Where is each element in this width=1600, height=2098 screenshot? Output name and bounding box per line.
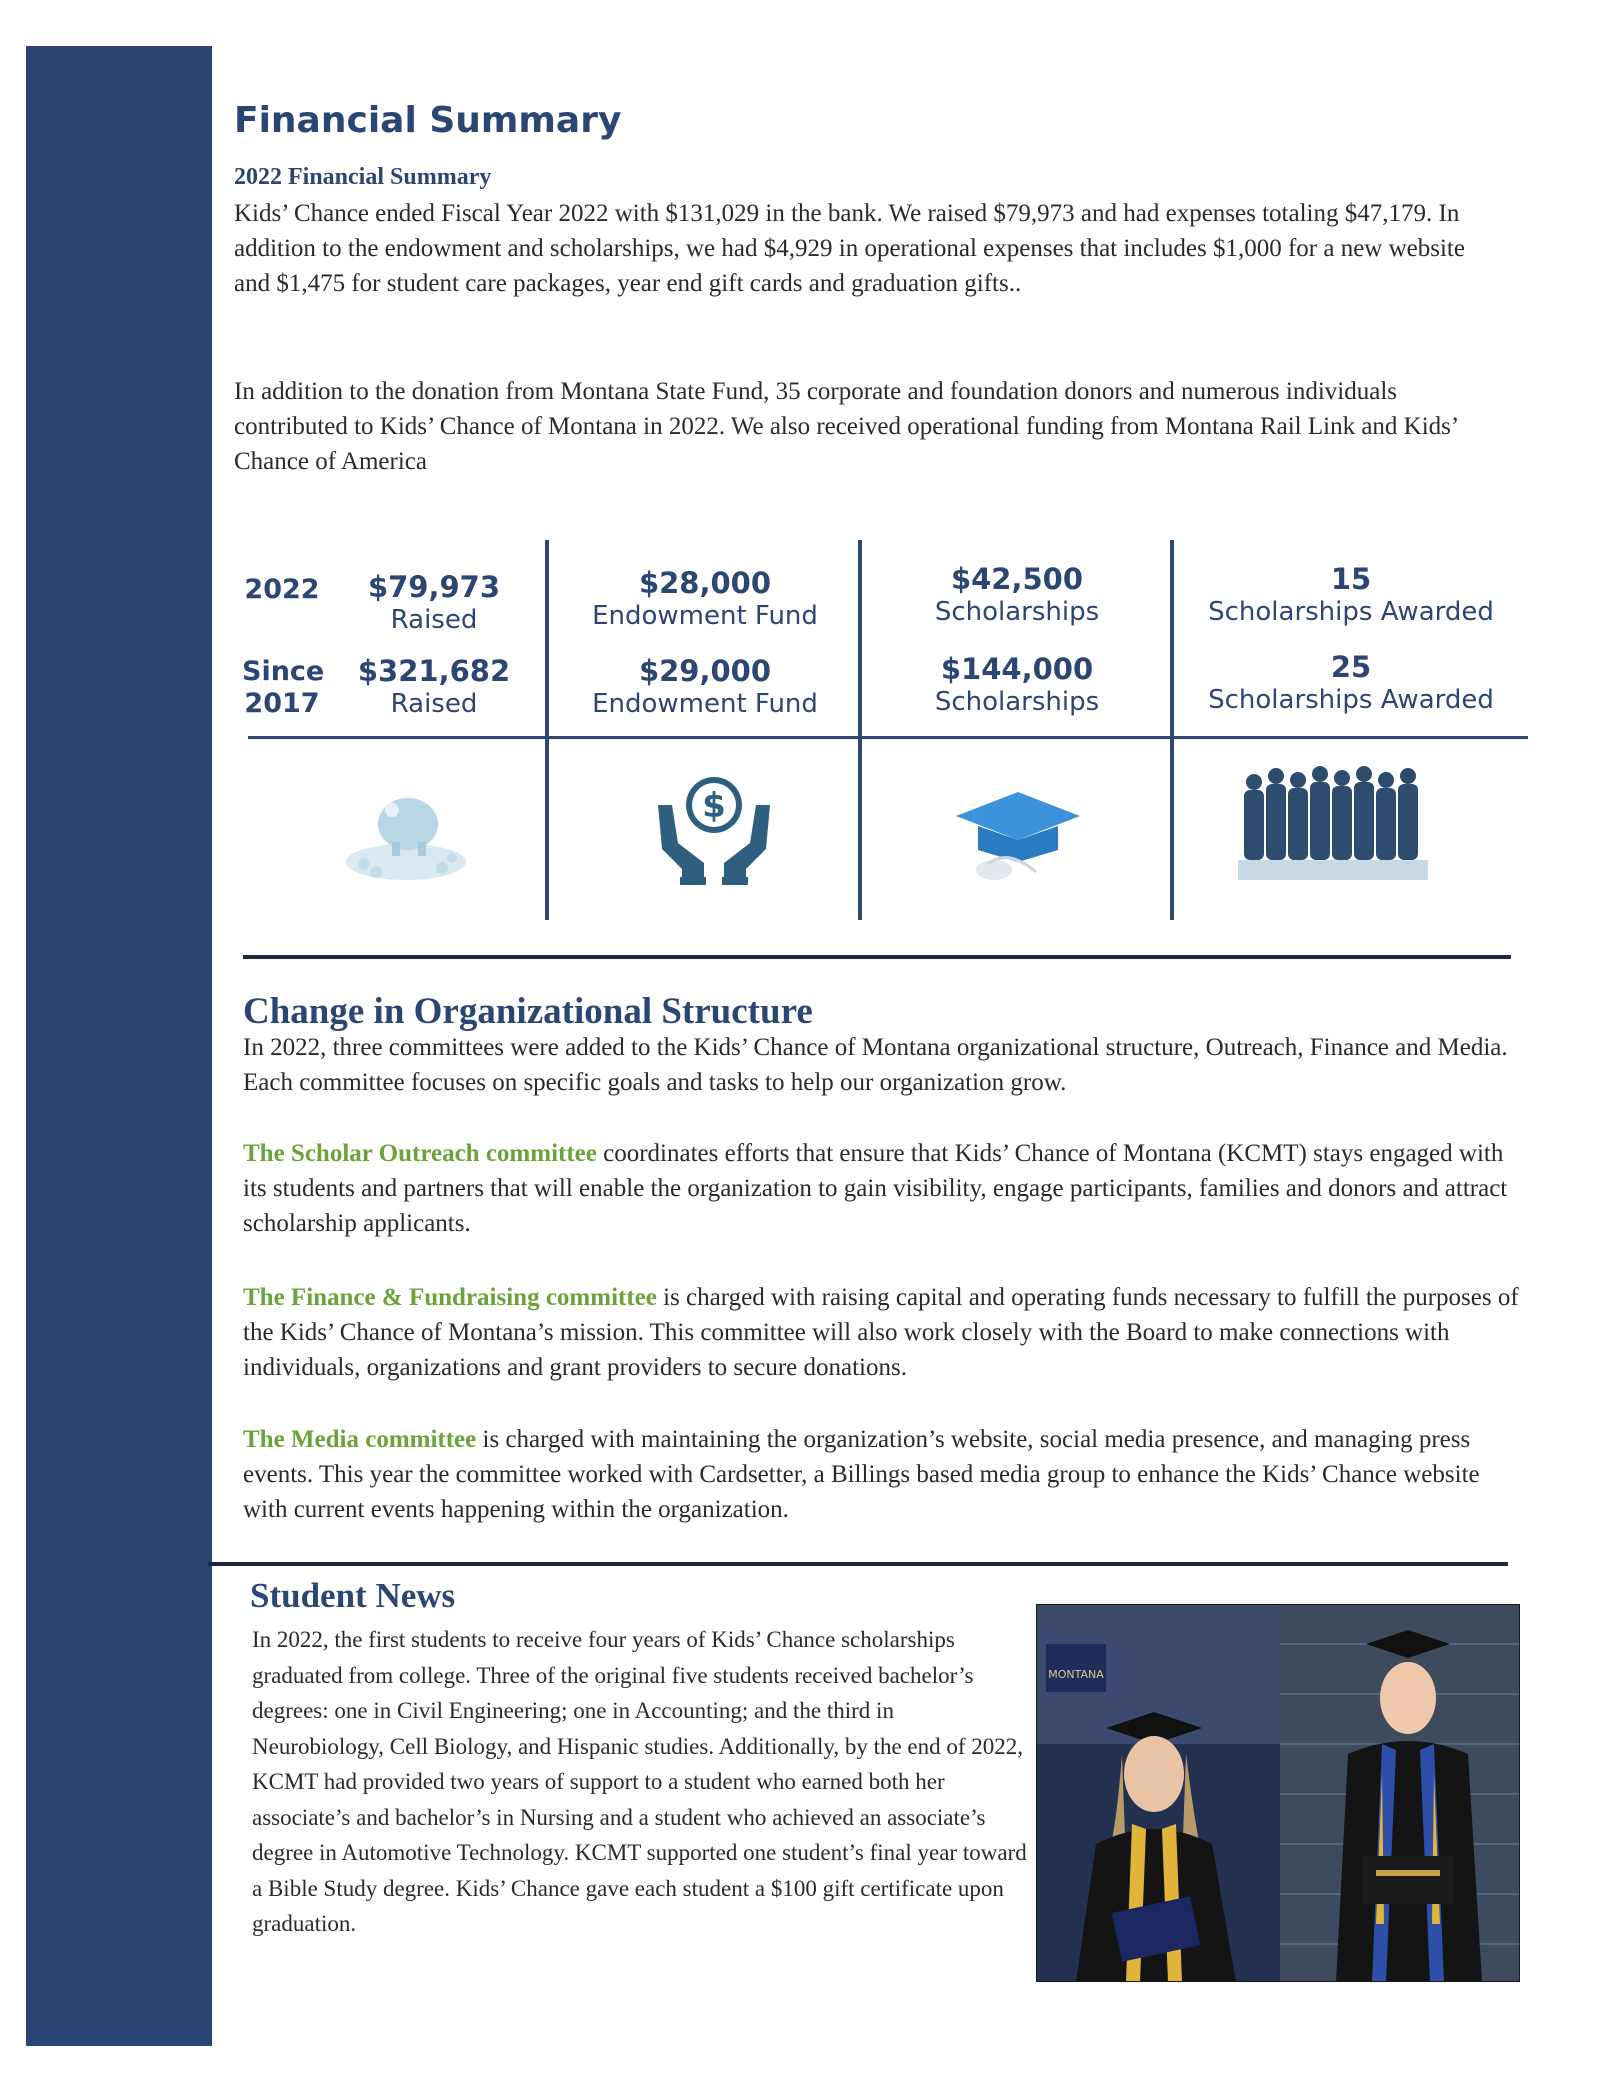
awarded-2022-label: Scholarships Awarded [1208,597,1494,627]
raised-2022 [334,570,534,636]
grid-divider [248,736,1528,739]
endowment-2022-value: $28,000 [638,566,772,600]
outreach-committee-name: The Scholar Outreach committee [243,1140,597,1167]
scholarships-2022 [864,562,1170,628]
grid-divider [858,540,862,920]
endowment-total-label: Endowment Fund [592,689,818,719]
media-committee-name: The Media committee [243,1426,477,1453]
people-group-icon [1238,762,1428,880]
financial-subtitle: 2022 Financial Summary [234,164,492,190]
svg-text:$: $ [702,786,726,826]
finance-committee-desc: is charged with raising capital and operating funds necessary to fulfill the purposes of the Kids’ Chance of Montana’s mission. This committee will also work closely with the Board to make connections with individuals, organizations and grant providers to secure donations. [243,1284,1519,1381]
graduation-cap-icon [948,778,1088,890]
outreach-committee-desc: coordinates efforts that ensure that Kids’ Chance of Montana (KCMT) stays engaged with its students and partners that will enable the organization to gain visibility, engage participants, families and donors and attract scholarship applicants. [243,1140,1508,1237]
media-committee-desc: is charged with maintaining the organization’s website, social media presence, and managing press events. This year the committee worked with Cardsetter, a Billings based media group to enhance the Kids’ Chance website with current events happening within the organization. [243,1426,1480,1523]
hands-dollar-icon [652,765,776,889]
student-news-heading: Student News [250,1576,456,1615]
piggy-bank-icon [334,772,474,887]
raised-total-value: $321,682 [357,654,511,688]
awarded-total [1176,650,1526,716]
since-label: Since [242,656,325,687]
year-2017-label: 2017 [244,688,320,719]
org-structure-heading: Change in Organizational Structure [243,991,813,1032]
student-news-paragraph: In 2022, the first students to receive four years of Kids’ Chance scholarships graduated from college. Three of the original five students received bachelor’s degrees: one in Civil Engineering; one in Accounting; and the third in Neurobiology, Cell Biology, and Hispanic studies. Additionally, by the end of 2022, KCMT had provided two years of support to a student who earned both her associate’s and bachelor’s in Nursing and a student who achieved an associate’s degree in Automotive Technology. KCMT supported one student’s final year toward a Bible Study degree. Kids’ Chance gave each student a $100 gift certificate upon graduation. [252,1627,1027,1936]
finance-committee-paragraph [243,1280,1523,1385]
scholarships-total [864,652,1170,718]
raised-2022-label: Raised [390,605,478,635]
outreach-committee-paragraph [243,1136,1523,1241]
since-2017-label [242,656,325,720]
org-paragraph-1: In 2022, three committees were added to the Kids’ Chance of Montana organizational structure, Outreach, Finance and Media. Each committee focuses on specific goals and tasks to help our organization grow. [243,1034,1508,1096]
montana-sign: MONTANA [1048,1668,1104,1681]
left-sidebar-band [26,46,212,2046]
raised-2022-value: $79,973 [367,570,501,604]
media-committee-paragraph [243,1422,1523,1527]
scholarships-2022-label: Scholarships [934,597,1100,627]
grid-divider [545,540,549,920]
section-divider [208,1562,1508,1566]
awarded-total-label: Scholarships Awarded [1208,685,1494,715]
awarded-2022-value: 15 [1330,562,1372,596]
finance-committee-name: The Finance & Fundraising committee [243,1284,657,1311]
financial-paragraph-2: In addition to the donation from Montana State Fund, 35 corporate and foundation donors and numerous individuals contributed to Kids’ Chance of Montana in 2022. We also received operational funding from Montana Rail Link and Kids’ Chance of America [234,378,1458,475]
awarded-2022 [1176,562,1526,628]
scholarships-total-label: Scholarships [934,687,1100,717]
scholarships-total-value: $144,000 [940,652,1094,686]
page-title: Financial Summary [234,100,622,141]
section-divider [243,955,1511,959]
graduates-photo [1036,1604,1520,1982]
endowment-total-value: $29,000 [638,654,772,688]
grid-divider [1170,540,1174,920]
raised-total [334,654,534,720]
financial-paragraph-1: Kids’ Chance ended Fiscal Year 2022 with $131,029 in the bank. We raised $79,973 and had expenses totaling $47,179. In addition to the endowment and scholarships, we had $4,929 in operational expenses that includes $1,000 for a new website and $1,475 for student care packages, year end gift cards and graduation gifts.. [234,200,1465,297]
scholarships-2022-value: $42,500 [950,562,1084,596]
year-2022-label: 2022 [244,574,320,605]
endowment-2022-label: Endowment Fund [592,601,818,631]
endowment-2022 [552,566,858,632]
stats-grid [234,540,1534,920]
raised-total-label: Raised [390,689,478,719]
awarded-total-value: 25 [1330,650,1372,684]
endowment-total [552,654,858,720]
